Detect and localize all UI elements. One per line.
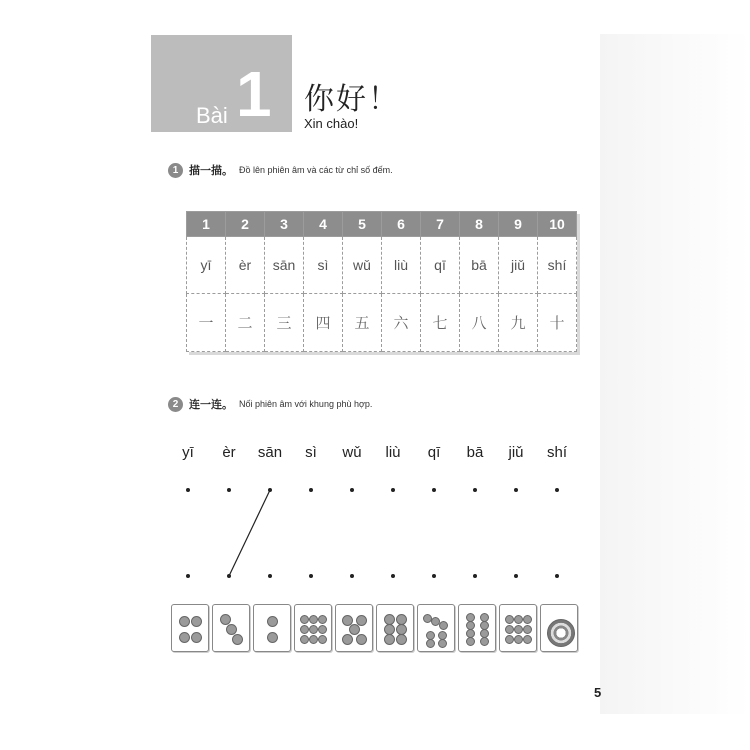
- number-cell: 9: [499, 212, 538, 237]
- number-cell: 6: [382, 212, 421, 237]
- card-connect-dot[interactable]: [227, 574, 231, 578]
- pinyin-connect-dot[interactable]: [227, 488, 231, 492]
- coin-icon: [309, 625, 318, 634]
- coin-icon: [396, 634, 407, 645]
- exercise-1-number: 1: [168, 163, 183, 178]
- number-row: [187, 212, 577, 237]
- pinyin-cell[interactable]: yī: [187, 237, 226, 294]
- hanzi-cell[interactable]: 二: [226, 294, 265, 352]
- coin-icon: [396, 624, 407, 635]
- coin-icon: [300, 615, 309, 624]
- lesson-title-chinese: 你好！: [304, 82, 400, 117]
- coin-icon: [232, 634, 243, 645]
- pinyin-connect-dot[interactable]: [350, 488, 354, 492]
- hanzi-cell[interactable]: 四: [304, 294, 343, 352]
- coin-icon: [505, 615, 514, 624]
- pinyin-connect-dot[interactable]: [555, 488, 559, 492]
- two-coins-card[interactable]: [253, 604, 291, 652]
- pinyin-cell[interactable]: sì: [304, 237, 343, 294]
- card-connect-dot[interactable]: [555, 574, 559, 578]
- matching-pinyin-item: wǔ: [342, 444, 362, 461]
- number-cell: 10: [538, 212, 577, 237]
- card-connect-dot[interactable]: [514, 574, 518, 578]
- coin-icon: [523, 625, 532, 634]
- number-cell: 8: [460, 212, 499, 237]
- pinyin-cell[interactable]: èr: [226, 237, 265, 294]
- number-cell: 4: [304, 212, 343, 237]
- pinyin-cell[interactable]: wǔ: [343, 237, 382, 294]
- lesson-number: 1: [236, 58, 272, 130]
- hanzi-cell[interactable]: 八: [460, 294, 499, 352]
- exercise-2-number: 2: [168, 397, 183, 412]
- pinyin-cell[interactable]: jiǔ: [499, 237, 538, 294]
- hanzi-cell[interactable]: 三: [265, 294, 304, 352]
- page-edge-shadow: [598, 34, 750, 714]
- number-cell: 5: [343, 212, 382, 237]
- coin-icon: [191, 616, 202, 627]
- coin-icon: [191, 632, 202, 643]
- coin-icon: [514, 625, 523, 634]
- coin-icon: [547, 619, 575, 647]
- hanzi-cell[interactable]: 六: [382, 294, 421, 352]
- coin-icon: [505, 635, 514, 644]
- lesson-word: Bài: [196, 103, 228, 128]
- pinyin-cell[interactable]: shí: [538, 237, 577, 294]
- coin-icon: [480, 637, 489, 646]
- coin-icon: [466, 637, 475, 646]
- coin-icon: [267, 632, 278, 643]
- one-large-coin-card[interactable]: [540, 604, 578, 652]
- coin-icon: [356, 634, 367, 645]
- eight-coins-card[interactable]: [458, 604, 496, 652]
- coin-icon: [318, 625, 327, 634]
- coin-icon: [426, 639, 435, 648]
- pinyin-connect-dot[interactable]: [391, 488, 395, 492]
- matching-pinyin-item: jiǔ: [508, 444, 524, 461]
- page-number: 5: [594, 685, 602, 700]
- coin-icon: [439, 621, 448, 630]
- pinyin-connect-dot[interactable]: [432, 488, 436, 492]
- nine-coins-card[interactable]: [499, 604, 537, 652]
- coin-icon: [318, 615, 327, 624]
- four-coins-card[interactable]: [171, 604, 209, 652]
- hanzi-cell[interactable]: 七: [421, 294, 460, 352]
- six-coins-card[interactable]: [376, 604, 414, 652]
- number-cell: 3: [265, 212, 304, 237]
- pinyin-cell[interactable]: sān: [265, 237, 304, 294]
- pinyin-cell[interactable]: qī: [421, 237, 460, 294]
- matching-pinyin-item: sān: [257, 444, 283, 461]
- pinyin-connect-dot[interactable]: [473, 488, 477, 492]
- coin-icon: [384, 624, 395, 635]
- exercise-2-instruction: Nối phiên âm với khung phù hợp.: [239, 399, 373, 409]
- coin-icon: [300, 635, 309, 644]
- coin-icon: [267, 616, 278, 627]
- coin-icon: [309, 615, 318, 624]
- coin-icon: [300, 625, 309, 634]
- matching-pinyin-row: [0, 444, 750, 464]
- exercise-2-header: [168, 396, 372, 412]
- coin-icon: [309, 635, 318, 644]
- coin-icon: [349, 624, 360, 635]
- pinyin-connect-dot[interactable]: [309, 488, 313, 492]
- coin-icon: [396, 614, 407, 625]
- hanzi-cell[interactable]: 九: [499, 294, 538, 352]
- number-table: [186, 211, 577, 352]
- card-connect-dot[interactable]: [309, 574, 313, 578]
- coin-icon: [505, 625, 514, 634]
- card-connect-dot[interactable]: [350, 574, 354, 578]
- matching-pinyin-item: yī: [182, 444, 194, 461]
- matching-pinyin-item: qī: [427, 444, 441, 461]
- number-cell: 7: [421, 212, 460, 237]
- exercise-2-title: 连一连。: [189, 398, 233, 411]
- lesson-title-vietnamese: Xin chào!: [304, 116, 359, 131]
- coin-icon: [226, 624, 237, 635]
- number-cell: 2: [226, 212, 265, 237]
- matching-pinyin-item: èr: [222, 444, 236, 461]
- coin-icon: [438, 639, 447, 648]
- coin-icon: [523, 615, 532, 624]
- exercise-1-instruction: Đồ lên phiên âm và các từ chỉ số đếm.: [239, 165, 393, 175]
- pinyin-row: [187, 237, 577, 294]
- pinyin-connect-dot[interactable]: [186, 488, 190, 492]
- seven-coins-card[interactable]: [417, 604, 455, 652]
- matching-pinyin-item: bā: [466, 444, 484, 461]
- hanzi-cell[interactable]: 十: [538, 294, 577, 352]
- coin-icon: [384, 614, 395, 625]
- number-cell: 1: [187, 212, 226, 237]
- coin-icon: [179, 616, 190, 627]
- hanzi-row: [187, 294, 577, 352]
- nine-coins-card[interactable]: [294, 604, 332, 652]
- coin-icon: [523, 635, 532, 644]
- three-coins-card[interactable]: [212, 604, 250, 652]
- hanzi-cell[interactable]: 一: [187, 294, 226, 352]
- pinyin-connect-dot[interactable]: [514, 488, 518, 492]
- exercise-1-title: 描一描。: [189, 164, 233, 177]
- pinyin-cell[interactable]: liù: [382, 237, 421, 294]
- exercise-1-header: [168, 162, 393, 178]
- pinyin-cell[interactable]: bā: [460, 237, 499, 294]
- matching-pinyin-item: liù: [385, 444, 401, 461]
- coin-icon: [342, 634, 353, 645]
- card-connect-dot[interactable]: [473, 574, 477, 578]
- matching-pinyin-item: sì: [305, 444, 317, 461]
- card-connect-dot[interactable]: [268, 574, 272, 578]
- card-connect-dot[interactable]: [432, 574, 436, 578]
- pinyin-connect-dot[interactable]: [268, 488, 272, 492]
- coin-icon: [514, 635, 523, 644]
- hanzi-cell[interactable]: 五: [343, 294, 382, 352]
- coin-icon: [220, 614, 231, 625]
- coin-icon: [384, 634, 395, 645]
- matching-pinyin-item: shí: [546, 444, 568, 461]
- coin-icon: [318, 635, 327, 644]
- card-connect-dot[interactable]: [391, 574, 395, 578]
- five-coins-card[interactable]: [335, 604, 373, 652]
- coin-icon: [179, 632, 190, 643]
- coin-icon: [514, 615, 523, 624]
- card-connect-dot[interactable]: [186, 574, 190, 578]
